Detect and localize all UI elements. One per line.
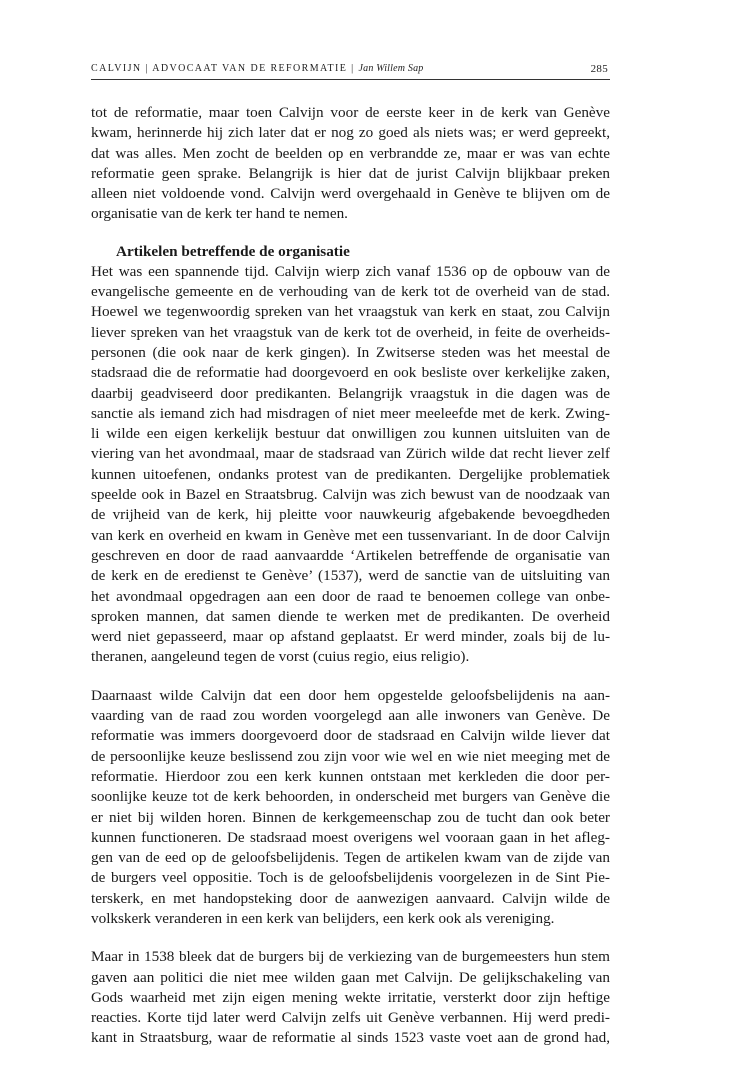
paragraph-gap: [91, 929, 610, 947]
running-head-author: Jan Willem Sap: [358, 63, 424, 74]
text-line: er niet bij wilden horen. Binnen de kerkgemeenschap zou de tucht dan ook beter: [91, 808, 610, 826]
text-line: soonlijke keuze tot de kerk behoorden, in onderscheid met burgers van Genève die: [91, 788, 610, 806]
text-line: gaven aan politici die niet mee wilden gaan met Calvijn. De gelijkschakeling van: [91, 968, 610, 986]
text-line: Hoewel we tegenwoordig spreken van het vraagstuk van kerk en staat, zou Calvijn: [91, 303, 610, 321]
text-line: organisatie van de kerk ter hand te nemen.: [91, 205, 348, 223]
text-line: volkskerk veranderen in een kerk van belijders, een kerk ook als vereniging.: [91, 909, 555, 927]
text-line: li wilde een eigen kerkelijk bestuur dat onwilligen zou kunnen uitsluiten van de: [91, 425, 610, 443]
text-line: reformatie was immers doorgevoerd door de stadsraad en Calvijn wilde liever dat: [91, 727, 610, 745]
running-head-subtitle: ADVOCAAT VAN DE REFORMATIE: [152, 63, 348, 74]
text-line: Daarnaast wilde Calvijn dat een door hem opgestelde geloofsbelijdenis na aan-: [91, 686, 610, 704]
text-line: reformatie. Hierdoor zou een kerk kunnen ontstaan met kerkleden die door per-: [91, 767, 610, 785]
body-text: [91, 103, 610, 1049]
text-line: geschreven en door de raad aanvaardde ‘Artikelen betreffende de organisatie van: [91, 546, 610, 564]
text-line: theranen, aangeleund tegen de vorst (cuius regio, eius religio).: [91, 648, 470, 666]
running-head-separator: |: [145, 63, 149, 74]
text-line: gen van de eed op de geloofsbelijdenis. Tegen de artikelen kwam van de zijde van: [91, 849, 610, 867]
running-head-separator-2: |: [351, 63, 355, 74]
paragraph: [91, 103, 610, 225]
text-line: daarbij geadviseerd door predikanten. Belangrijk vraagstuk in die dagen was de: [91, 384, 610, 402]
text-line: kunnen uitoefenen, ondanks protest van de predikanten. Dergelijke problematiek: [91, 465, 610, 483]
paragraph-gap: [91, 668, 610, 686]
paragraph: [91, 241, 610, 668]
text-line: van kerk en overheid en kwam in Genève met een tussenvariant. In de door Calvijn: [91, 526, 610, 544]
text-line: reacties. Korte tijd later werd Calvijn zelfs uit Genève verbannen. Hij werd predi-: [91, 1009, 610, 1027]
text-line: vaarding van de raad zou worden voorgelegd aan alle inwoners van Genève. De: [91, 707, 610, 725]
text-line: liever spreken van het vraagstuk van de kerk tot de overheid, in feite de overheids-: [91, 323, 610, 341]
text-line: dat was alles. Men zocht de beelden op en verbrandde ze, maar er was van echte: [91, 144, 610, 162]
text-line: alleen niet voldoende vond. Calvijn werd overgehaald in Genève te blijven om de: [91, 185, 610, 203]
text-line: sproken mannen, dat samen diende te werken met de predikanten. De overheid: [91, 607, 610, 625]
paragraph: [91, 947, 610, 1048]
text-line: sanctie als iemand zich had misdragen of niet meer meeleefde met de kerk. Zwing-: [91, 404, 610, 422]
text-line: Gods waarheid met zijn eigen mening wekte irritatie, versterkt door zijn heftige: [91, 988, 610, 1006]
text-line: de vrijheid van de kerk, hij pleitte voor nauwkeurig afgebakende bevoegdheden: [91, 506, 610, 524]
text-line: Het was een spannende tijd. Calvijn wierp zich vanaf 1536 op de opbouw van de: [91, 262, 610, 280]
page-number: 285: [590, 63, 608, 75]
text-line: reformatie geen sprake. Belangrijk is hier dat de jurist Calvijn blijkbaar preken: [91, 164, 610, 182]
text-line: de kerk en de eredienst te Genève’ (1537), werd de sanctie van de uitsluiting van: [91, 567, 610, 585]
text-line: werd niet gepasseerd, maar op afstand geplaatst. Er werd minder, zoals bij de lu-: [91, 628, 610, 646]
text-line: het avondmaal opgedragen aan een door de raad te benoemen college van onbe-: [91, 587, 610, 605]
text-line: Maar in 1538 bleek dat de burgers bij de verkiezing van de burgemeesters hun stem: [91, 948, 610, 966]
text-line: de persoonlijke keuze beslissend zou zijn voor wie wel en wie niet meeging met de: [91, 747, 610, 765]
text-line: speelde ook in Bazel en Straatsbrug. Calvijn was zich bewust van de noodzaak van: [91, 486, 610, 504]
section-heading: Artikelen betreffende de organisatie: [116, 242, 350, 260]
text-line: evangelische gemeente en de verhouding van de kerk tot de overheid van de stad.: [91, 283, 610, 301]
text-line: terskerk, en met handopsteking door de aanwezigen aanvaard. Calvijn wilde de: [91, 889, 610, 907]
paragraph: [91, 686, 610, 930]
text-line: kant in Straatsburg, waar de reformatie al sinds 1523 vaste voet aan de grond had,: [91, 1029, 610, 1047]
text-line: viering van het avondmaal, maar de stadsraad van Zürich wilde dat recht liever zelf: [91, 445, 610, 463]
text-line: personen (die ook naar de kerk gingen). In Zwitserse steden was het meestal de: [91, 343, 610, 361]
text-line: kwam, herinnerde hij zich later dat er nog zo goed als niets was; er werd gepreekt,: [91, 124, 610, 142]
text-line: de burgers veel oppositie. Toch is de geloofsbelijdenis voorgelezen in de Sint Pie-: [91, 869, 610, 887]
running-head-title: CALVIJN: [91, 63, 142, 74]
running-head: [91, 61, 610, 80]
text-line: kunnen functioneren. De stadsraad moest overigens wel vooraan gaan in het afleg-: [91, 828, 610, 846]
text-line: tot de reformatie, maar toen Calvijn voor de eerste keer in de kerk van Genève: [91, 104, 610, 121]
text-line: stadsraad die de reformatie had doorgevoerd en ook besliste over kerkelijke zaken,: [91, 364, 610, 382]
